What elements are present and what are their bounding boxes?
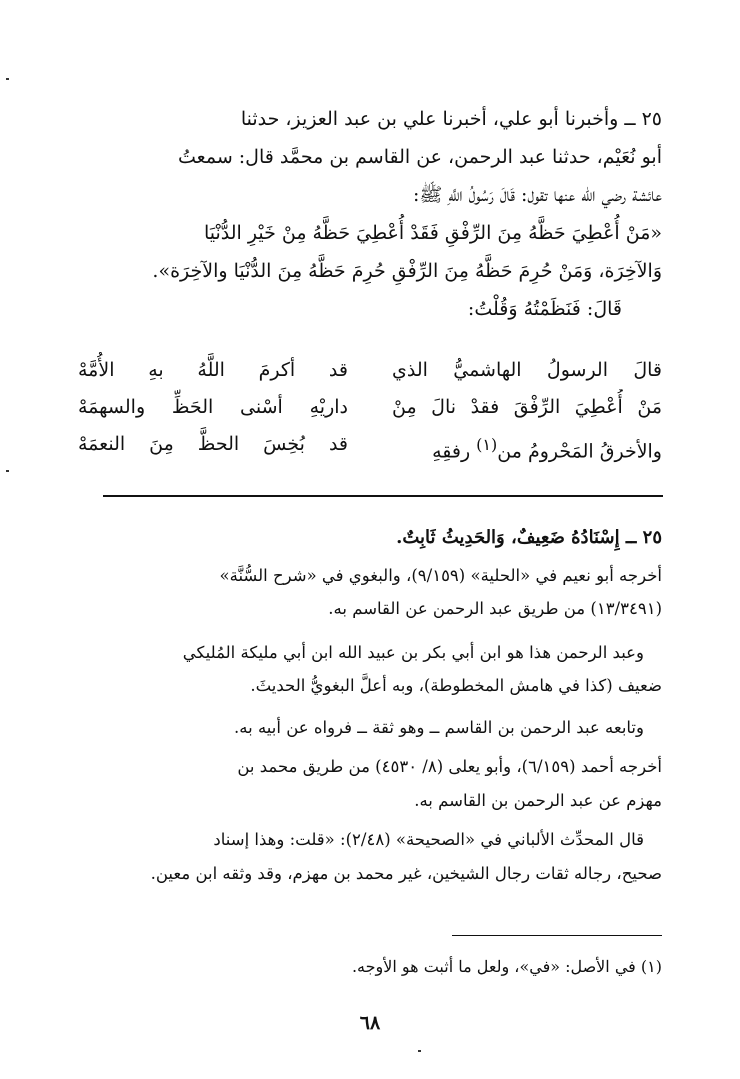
verse-text: رفقِهِ: [432, 440, 471, 463]
commentary-line: قال المحدِّث الألباني في «الصحيحة» (٢/٤٨): «قلت: وهذا إسناد: [213, 830, 644, 849]
hadith-line: عائشة رضي الله عنها تقول: قَالَ رَسُولُ اللَّهِ ﷺ:: [412, 184, 662, 206]
verse-second-hemistich: قد أكرمَ اللَّهُ بهِ الأُمَّهْ: [78, 359, 348, 381]
hadith-line: قَالَ: فَنَظَمْتُهُ وَقُلْتُ:: [467, 298, 622, 320]
verse-second-hemistich: قد بُخِسَ الحظَّ مِنَ النعمَهْ: [78, 433, 348, 455]
commentary-line: صحيح، رجاله ثقات رجال الشيخين، غير محمد بن مهزم، وقد وثقه ابن معين.: [150, 863, 662, 883]
scan-speck: [418, 1050, 421, 1052]
footnote-text: (١) في الأصل: «في»، ولعل ما أثبت هو الأوجه.: [351, 957, 662, 976]
scan-speck: [6, 78, 9, 80]
footnote-divider: [452, 935, 662, 936]
commentary-line: أخرجه أحمد (٦/١٥٩)، وأبو يعلى (٨/ ٤٥٣٠) من طريق محمد بن: [237, 757, 662, 776]
poem-verse: [78, 426, 662, 463]
section-divider: [103, 495, 663, 497]
commentary-line: وتابعه عبد الرحمن بن القاسم ــ وهو ثقة ــ فرواه عن أبيه به.: [234, 717, 644, 737]
commentary-heading: ٢٥ ــ إِسْنَادُهُ ضَعِيفٌ، وَالحَدِيثُ ثَابِتٌ.: [396, 527, 662, 548]
footnote-ref: (١): [476, 435, 498, 454]
commentary-line: أخرجه أبو نعيم في «الحلية» (٩/١٥٩)، والبغوي في «شرح السُّنَّة»: [219, 565, 662, 585]
hadith-line: ٢٥ ــ وأخبرنا أبو علي، أخبرنا علي بن عبد العزيز، حدثنا: [240, 108, 662, 130]
verse-first-hemistich: قالَ الرسولُ الهاشميُّ الذي: [392, 359, 662, 381]
hadith-line: وَالآخِرَة، وَمَنْ حُرِمَ حَظَّهُ مِنَ الرِّفْقِ حُرِمَ حَظَّهُ مِنَ الدُّنْيَا والآخِرَة».: [152, 260, 662, 282]
verse-first-hemistich: مَنْ أُعْطِيَ الرِّفْقَ فقدْ نالَ مِنْ: [392, 396, 662, 418]
poem-verse: [78, 389, 662, 426]
hadith-text: [78, 100, 662, 328]
commentary-line: ضعيف (كذا في هامش المخطوطة)، وبه أعلَّ البغويُّ الحديثَ.: [250, 676, 662, 695]
commentary-line: (١٣/٣٤٩١) من طريق عبد الرحمن عن القاسم به.: [328, 599, 662, 618]
verse-first-hemistich: [392, 426, 662, 463]
hadith-line: «مَنْ أُعْطِيَ حَظَّهُ مِنَ الرِّفْقِ فَقَدْ أُعْطِيَ حَظَّهُ مِنْ خَيْرِ الدُّنْيَا: [203, 222, 662, 244]
verse-second-hemistich: داريْهِ أسْنى الحَظِّ والسهمَهْ: [78, 396, 348, 418]
poem-verse: [78, 352, 662, 389]
footnote: [78, 950, 662, 984]
verse-text: والأخرقُ المَحْرومُ من: [497, 440, 662, 463]
commentary: [78, 521, 662, 890]
commentary-line: مهزم عن عبد الرحمن بن القاسم به.: [414, 790, 662, 810]
scan-speck: [6, 470, 9, 472]
poem: [78, 352, 662, 463]
hadith-line: أبو نُعَيْم، حدثنا عبد الرحمن، عن القاسم بن محمَّد قال: سمعتُ: [178, 146, 662, 168]
page-number: ٦٨: [359, 1012, 381, 1034]
commentary-line: وعبد الرحمن هذا هو ابن أبي بكر بن عبيد الله ابن أبي مليكة المُليكي: [182, 642, 644, 662]
